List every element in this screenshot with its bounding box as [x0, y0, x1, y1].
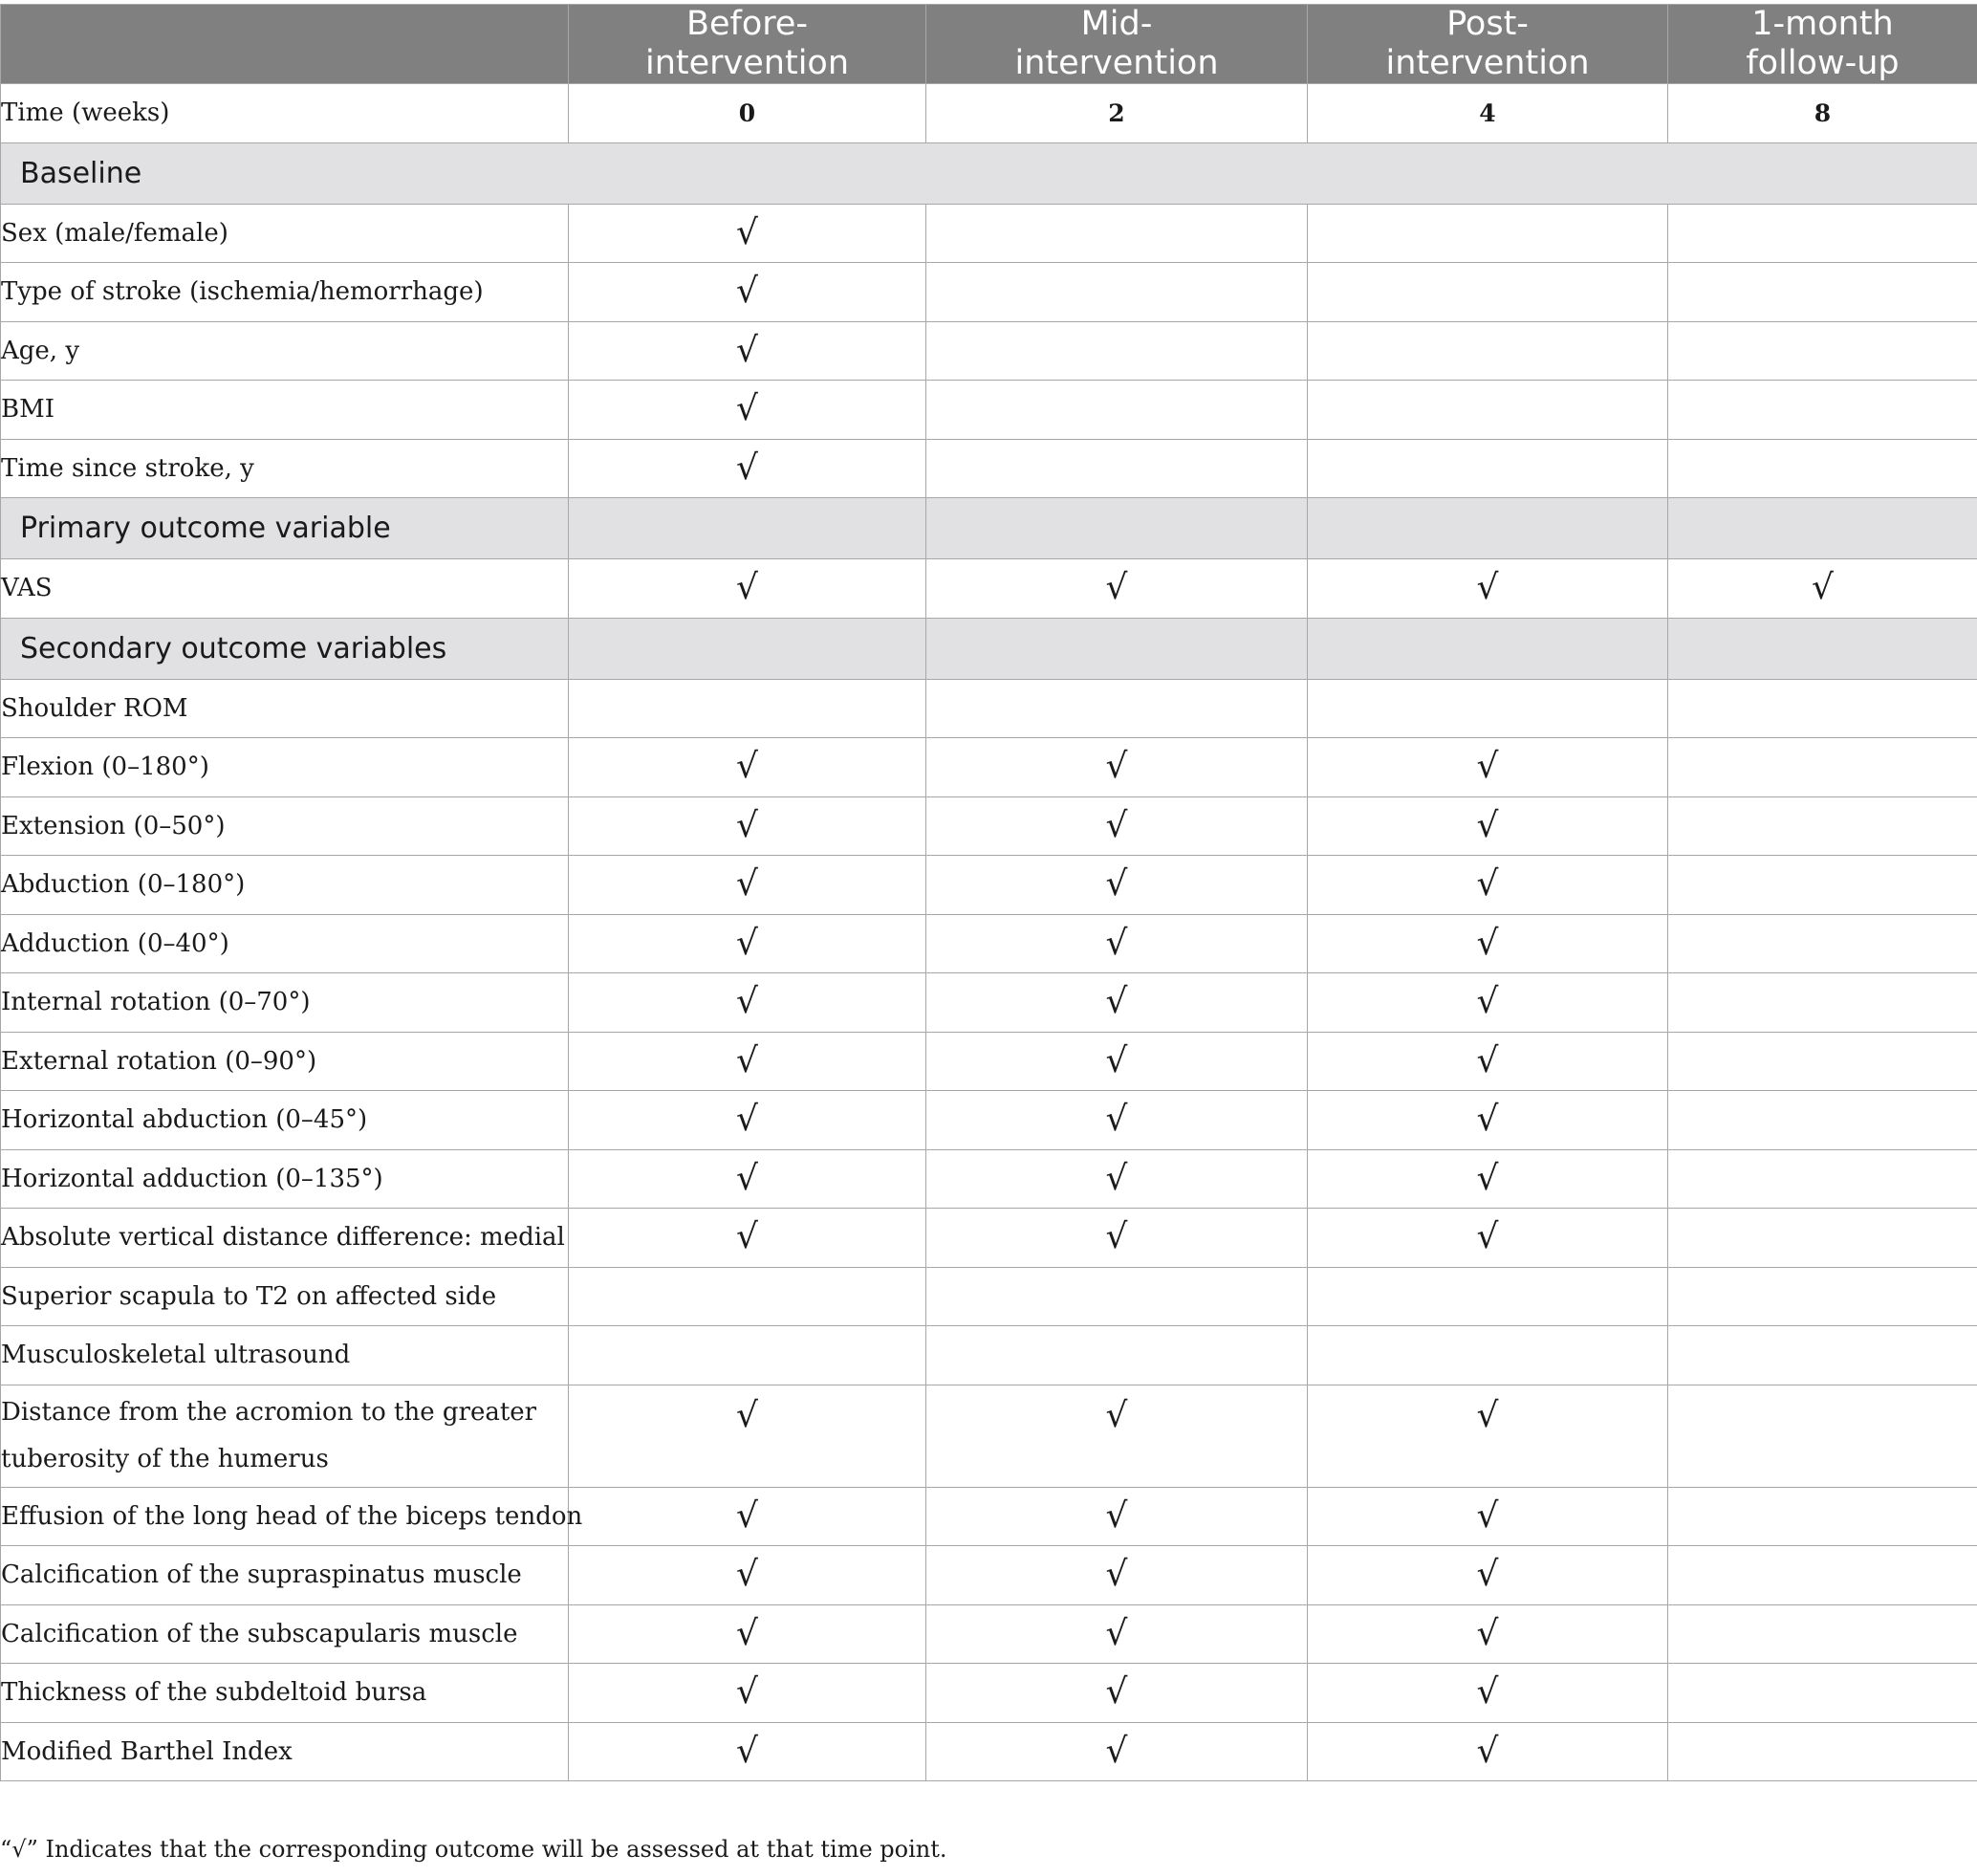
table-row [1, 1149, 1977, 1209]
empty-cell [569, 679, 926, 738]
check-mark-icon: √ [569, 1546, 926, 1605]
section-empty-cell [926, 498, 1308, 559]
table-row [1, 738, 1977, 797]
table-row [1, 973, 1977, 1033]
check-mark-icon: √ [926, 796, 1308, 856]
check-mark-icon: √ [926, 973, 1308, 1033]
row-label: Type of stroke (ischemia/hemorrhage) [1, 263, 569, 322]
empty-cell [1668, 204, 1977, 263]
section-empty-cell [1308, 618, 1668, 679]
empty-cell [1668, 738, 1977, 797]
header-before-intervention: Before- intervention [569, 5, 926, 84]
check-mark-icon: √ [926, 559, 1308, 619]
check-mark-icon: √ [1308, 559, 1668, 619]
empty-cell [1668, 263, 1977, 322]
empty-cell [1668, 1209, 1977, 1268]
header-follow-up: 1-month follow-up [1668, 5, 1977, 84]
check-mark-icon: √ [926, 1546, 1308, 1605]
section-header-row [1, 498, 1977, 559]
check-mark-icon: √ [1308, 1209, 1668, 1268]
row-label: Modified Barthel Index [1, 1722, 569, 1781]
check-mark-icon: √ [1308, 914, 1668, 973]
check-mark-icon: √ [1308, 1385, 1668, 1487]
row-label: Internal rotation (0–70°) [1, 973, 569, 1033]
header-post-intervention: Post- intervention [1308, 5, 1668, 84]
row-label: Flexion (0–180°) [1, 738, 569, 797]
empty-cell [1668, 856, 1977, 915]
check-mark-icon: √ [569, 1722, 926, 1781]
table-row [1, 796, 1977, 856]
check-mark-icon: √ [569, 1664, 926, 1723]
check-mark-icon: √ [1308, 1664, 1668, 1723]
check-mark-icon: √ [569, 796, 926, 856]
section-empty-cell [1308, 498, 1668, 559]
table-row [1, 321, 1977, 381]
check-mark-icon: √ [926, 1091, 1308, 1150]
table-row [1, 1722, 1977, 1781]
empty-cell [926, 381, 1308, 440]
assessment-schedule-table [0, 4, 1977, 1781]
check-mark-icon: √ [569, 856, 926, 915]
empty-cell [1668, 1664, 1977, 1723]
check-mark-icon: √ [569, 1487, 926, 1546]
check-mark-icon: √ [569, 1091, 926, 1150]
empty-cell [926, 1326, 1308, 1385]
section-title: Primary outcome variable [1, 498, 569, 559]
section-title: Secondary outcome variables [1, 618, 569, 679]
table-row [1, 1209, 1977, 1268]
empty-cell [1668, 1267, 1977, 1326]
check-mark-icon: √ [926, 1664, 1308, 1723]
header-row [1, 5, 1977, 84]
empty-cell [1668, 914, 1977, 973]
section-empty-cell [569, 618, 926, 679]
empty-cell [1668, 679, 1977, 738]
empty-cell [1308, 321, 1668, 381]
header-corner-cell [1, 5, 569, 84]
empty-cell [569, 1326, 926, 1385]
check-mark-icon: √ [926, 1604, 1308, 1664]
check-mark-icon: √ [1308, 738, 1668, 797]
row-label: Sex (male/female) [1, 204, 569, 263]
time-value-post: 4 [1308, 84, 1668, 143]
empty-cell [1668, 1604, 1977, 1664]
row-label: Calcification of the supraspinatus muscle [1, 1546, 569, 1605]
check-mark-icon: √ [1308, 796, 1668, 856]
table-row [1, 204, 1977, 263]
table-body [1, 84, 1977, 1781]
empty-cell [1668, 1487, 1977, 1546]
check-mark-icon: √ [569, 1604, 926, 1664]
time-row [1, 84, 1977, 143]
check-mark-icon: √ [1308, 1149, 1668, 1209]
time-row-label: Time (weeks) [1, 84, 569, 143]
check-mark-icon: √ [1308, 1032, 1668, 1091]
table-row [1, 856, 1977, 915]
empty-cell [926, 1267, 1308, 1326]
empty-cell [926, 679, 1308, 738]
empty-cell [1668, 1032, 1977, 1091]
empty-cell [1668, 1546, 1977, 1605]
check-mark-icon: √ [926, 1385, 1308, 1487]
check-mark-icon: √ [569, 914, 926, 973]
header-mid-intervention: Mid- intervention [926, 5, 1308, 84]
check-mark-icon: √ [569, 738, 926, 797]
table-row [1, 1091, 1977, 1150]
section-empty-cell [569, 498, 926, 559]
check-mark-icon: √ [569, 1209, 926, 1268]
check-mark-icon: √ [1308, 973, 1668, 1033]
table-row [1, 914, 1977, 973]
check-mark-icon: √ [569, 973, 926, 1033]
empty-cell [1308, 1326, 1668, 1385]
check-mark-icon: √ [569, 1032, 926, 1091]
section-title: Baseline [1, 142, 1977, 204]
empty-cell [926, 263, 1308, 322]
empty-cell [1668, 1091, 1977, 1150]
empty-cell [1668, 321, 1977, 381]
table-row [1, 263, 1977, 322]
table-footnote: “√” Indicates that the corresponding outcome will be assessed at that time point. [0, 1836, 947, 1863]
check-mark-icon: √ [569, 204, 926, 263]
check-mark-icon: √ [926, 1722, 1308, 1781]
empty-cell [926, 439, 1308, 498]
check-mark-icon: √ [1308, 1604, 1668, 1664]
row-label: Superior scapula to T2 on affected side [1, 1267, 569, 1326]
empty-cell [1668, 1385, 1977, 1487]
table-row [1, 1032, 1977, 1091]
check-mark-icon: √ [926, 1209, 1308, 1268]
check-mark-icon: √ [926, 1149, 1308, 1209]
empty-cell [1668, 973, 1977, 1033]
row-label: BMI [1, 381, 569, 440]
time-value-follow-up: 8 [1668, 84, 1977, 143]
section-header-row [1, 618, 1977, 679]
empty-cell [926, 204, 1308, 263]
table-row [1, 559, 1977, 619]
row-label: Calcification of the subscapularis muscle [1, 1604, 569, 1664]
section-empty-cell [1668, 618, 1977, 679]
empty-cell [1668, 796, 1977, 856]
row-label: External rotation (0–90°) [1, 1032, 569, 1091]
row-label: Horizontal adduction (0–135°) [1, 1149, 569, 1209]
table-row [1, 1487, 1977, 1546]
check-mark-icon: √ [569, 1149, 926, 1209]
table-row [1, 1385, 1977, 1487]
check-mark-icon: √ [926, 914, 1308, 973]
empty-cell [1308, 439, 1668, 498]
table-row [1, 1267, 1977, 1326]
empty-cell [926, 321, 1308, 381]
check-mark-icon: √ [569, 263, 926, 322]
empty-cell [1308, 204, 1668, 263]
check-mark-icon: √ [569, 1385, 926, 1487]
row-label: Age, y [1, 321, 569, 381]
section-empty-cell [926, 618, 1308, 679]
empty-cell [1668, 439, 1977, 498]
check-mark-icon: √ [1308, 1722, 1668, 1781]
row-label: Extension (0–50°) [1, 796, 569, 856]
row-label: Horizontal abduction (0–45°) [1, 1091, 569, 1150]
section-empty-cell [1668, 498, 1977, 559]
check-mark-icon: √ [926, 738, 1308, 797]
check-mark-icon: √ [1308, 1546, 1668, 1605]
row-label: Absolute vertical distance difference: medial [1, 1209, 569, 1268]
check-mark-icon: √ [926, 1032, 1308, 1091]
check-mark-icon: √ [926, 856, 1308, 915]
empty-cell [1668, 1326, 1977, 1385]
row-label: VAS [1, 559, 569, 619]
check-mark-icon: √ [926, 1487, 1308, 1546]
check-mark-icon: √ [569, 559, 926, 619]
table-row [1, 1604, 1977, 1664]
time-value-before: 0 [569, 84, 926, 143]
row-label: Musculoskeletal ultrasound [1, 1326, 569, 1385]
row-label: Adduction (0–40°) [1, 914, 569, 973]
empty-cell [1308, 381, 1668, 440]
empty-cell [1668, 381, 1977, 440]
table-row [1, 439, 1977, 498]
check-mark-icon: √ [569, 439, 926, 498]
row-label: Effusion of the long head of the biceps tendon [1, 1487, 569, 1546]
empty-cell [1668, 1722, 1977, 1781]
table-row [1, 1326, 1977, 1385]
empty-cell [1308, 1267, 1668, 1326]
row-label: Shoulder ROM [1, 679, 569, 738]
row-label: Thickness of the subdeltoid bursa [1, 1664, 569, 1723]
table-row [1, 1546, 1977, 1605]
check-mark-icon: √ [1308, 1091, 1668, 1150]
row-label: Abduction (0–180°) [1, 856, 569, 915]
table-row [1, 679, 1977, 738]
schedule-table-container [0, 4, 1977, 1781]
empty-cell [1308, 263, 1668, 322]
check-mark-icon: √ [569, 321, 926, 381]
check-mark-icon: √ [1308, 856, 1668, 915]
check-mark-icon: √ [569, 381, 926, 440]
time-value-mid: 2 [926, 84, 1308, 143]
table-row [1, 1664, 1977, 1723]
row-label: Distance from the acromion to the greater tuberosity of the humerus [1, 1385, 569, 1487]
empty-cell [1308, 679, 1668, 738]
section-header-row [1, 142, 1977, 204]
check-mark-icon: √ [1668, 559, 1977, 619]
empty-cell [569, 1267, 926, 1326]
table-row [1, 381, 1977, 440]
check-mark-icon: √ [1308, 1487, 1668, 1546]
row-label: Time since stroke, y [1, 439, 569, 498]
empty-cell [1668, 1149, 1977, 1209]
